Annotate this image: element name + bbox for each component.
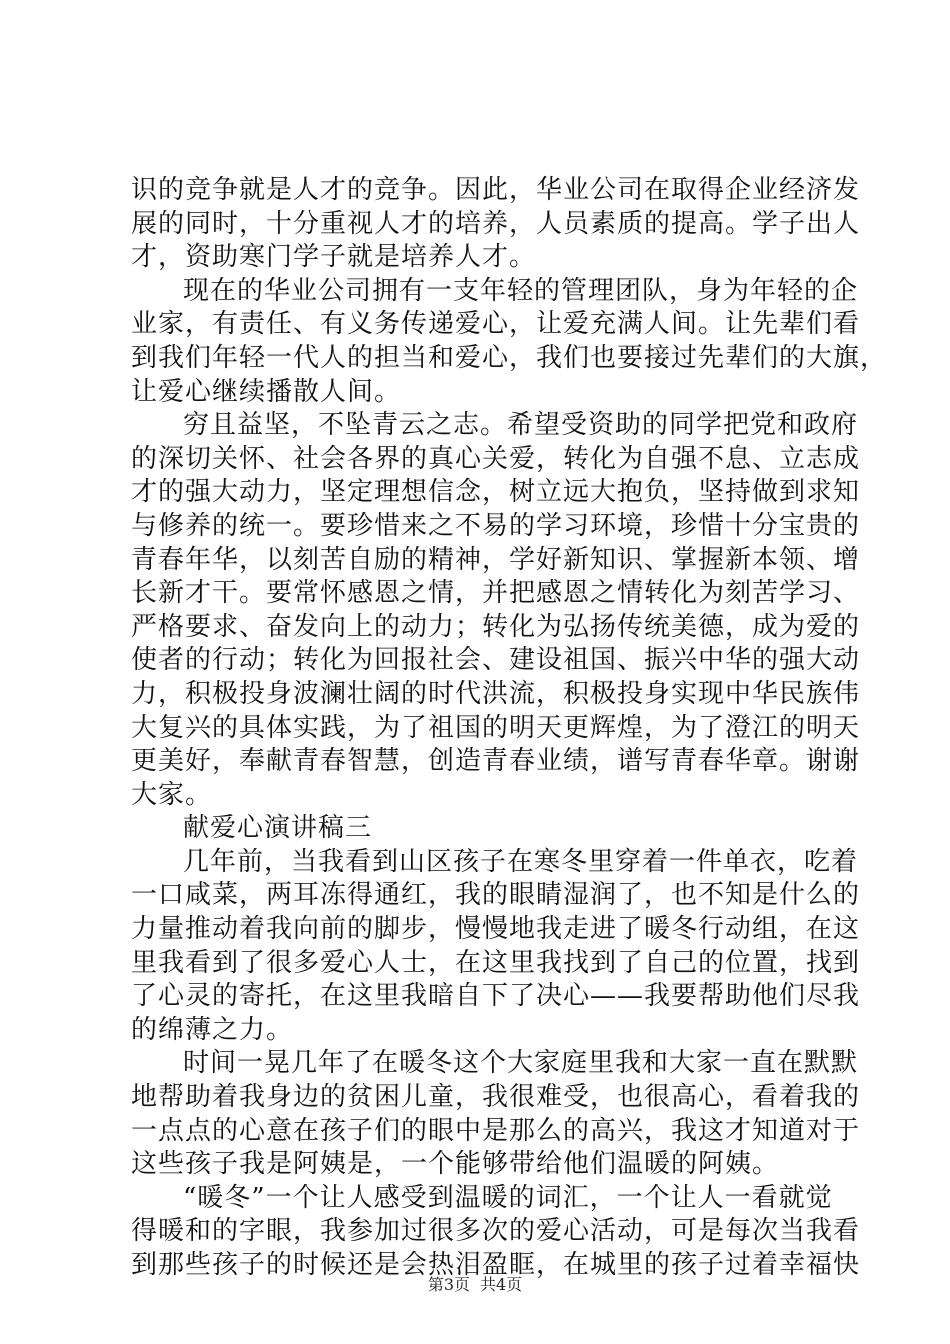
text-line: 穷且益坚，不坠青云之志。希望受资助的同学把党和政府 — [183, 410, 859, 441]
text-line: 几年前，当我看到山区孩子在寒冬里穿着一件单衣，吃着 — [183, 846, 859, 877]
text-line: 力量推动着我向前的脚步，慢慢地我走进了暖冬行动组，在这 — [131, 914, 861, 945]
text-line: 地帮助着我身边的贫困儿童，我很难受，也很高心，看着我的 — [131, 1082, 861, 1113]
text-line: 展的同时，十分重视人才的培养，人员素质的提高。学子出人 — [131, 208, 861, 239]
text-line: 识的竞争就是人才的竞争。因此，华业公司在取得企业经济发 — [131, 175, 861, 205]
text-line: 让爱心继续播散人间。 — [131, 376, 402, 407]
page-footer — [0, 1272, 950, 1295]
section-heading: 献爱心演讲稿三 — [183, 813, 373, 844]
text-line: 到我们年轻一代人的担当和爱心，我们也要接过先辈们的大旗， — [131, 342, 888, 373]
text-line: 的深切关怀、社会各界的真心关爱，转化为自强不息、立志成 — [131, 443, 861, 474]
text-line: 业家，有责任、有义务传递爱心，让爱充满人间。让先辈们看 — [131, 309, 861, 340]
text-line: 里我看到了很多爱心人士，在这里我找到了自己的位置，找到 — [131, 947, 861, 978]
text-line: 这些孩子我是阿姨是，一个能够带给他们温暖的阿姨。 — [131, 1149, 780, 1180]
text-line: 严格要求、奋发向上的动力；转化为弘扬传统美德，成为爱的 — [131, 611, 861, 642]
document-body — [131, 174, 888, 1283]
text-line: 青春年华，以刻苦自励的精神，学好新知识、掌握新本领、增 — [131, 544, 861, 575]
text-line: 大复兴的具体实践，为了祖国的明天更辉煌，为了澄江的明天 — [131, 712, 861, 743]
text-line: 力，积极投身波澜壮阔的时代洪流，积极投身实现中华民族伟 — [131, 678, 861, 709]
text-line: 长新才干。要常怀感恩之情，并把感恩之情转化为刻苦学习、 — [131, 578, 861, 609]
text-line: 才，资助寒门学子就是培养人才。 — [131, 242, 537, 273]
text-line: 更美好，奉献青春智慧，创造青春业绩，谱写青春华章。谢谢 — [131, 746, 861, 777]
text-line: “暖冬”一个让人感受到温暖的词汇，一个让人一看就觉 — [183, 1182, 833, 1213]
page-number: 第3页 — [427, 1275, 470, 1294]
text-line: 到那些孩子的时候还是会热泪盈眶，在城里的孩子过着幸福快 — [131, 1250, 861, 1280]
text-line: 使者的行动；转化为回报社会、建设祖国、振兴中华的强大动 — [131, 645, 861, 676]
text-line: 一点点的心意在孩子们的眼中是那么的高兴，我这才知道对于 — [131, 1115, 861, 1146]
text-line: 得暖和的字眼，我参加过很多次的爱心活动，可是每次当我看 — [131, 1216, 861, 1247]
text-line: 大家。 — [131, 779, 213, 810]
text-line: 现在的华业公司拥有一支年轻的管理团队，身为年轻的企 — [183, 275, 859, 306]
page-total: 共4页 — [480, 1275, 523, 1294]
text-line: 时间一晃几年了在暖冬这个大家庭里我和大家一直在默默 — [183, 1048, 859, 1079]
text-line: 与修养的统一。要珍惜来之不易的学习环境，珍惜十分宝贵的 — [131, 510, 861, 541]
text-line: 一口咸菜，两耳冻得通红，我的眼睛湿润了，也不知是什么的 — [131, 880, 861, 911]
text-line: 的绵薄之力。 — [131, 1014, 294, 1045]
text-line: 才的强大动力，坚定理想信念，树立远大抱负，坚持做到求知 — [131, 477, 861, 508]
text-line: 了心灵的寄托，在这里我暗自下了决心——我要帮助他们尽我 — [131, 981, 861, 1012]
